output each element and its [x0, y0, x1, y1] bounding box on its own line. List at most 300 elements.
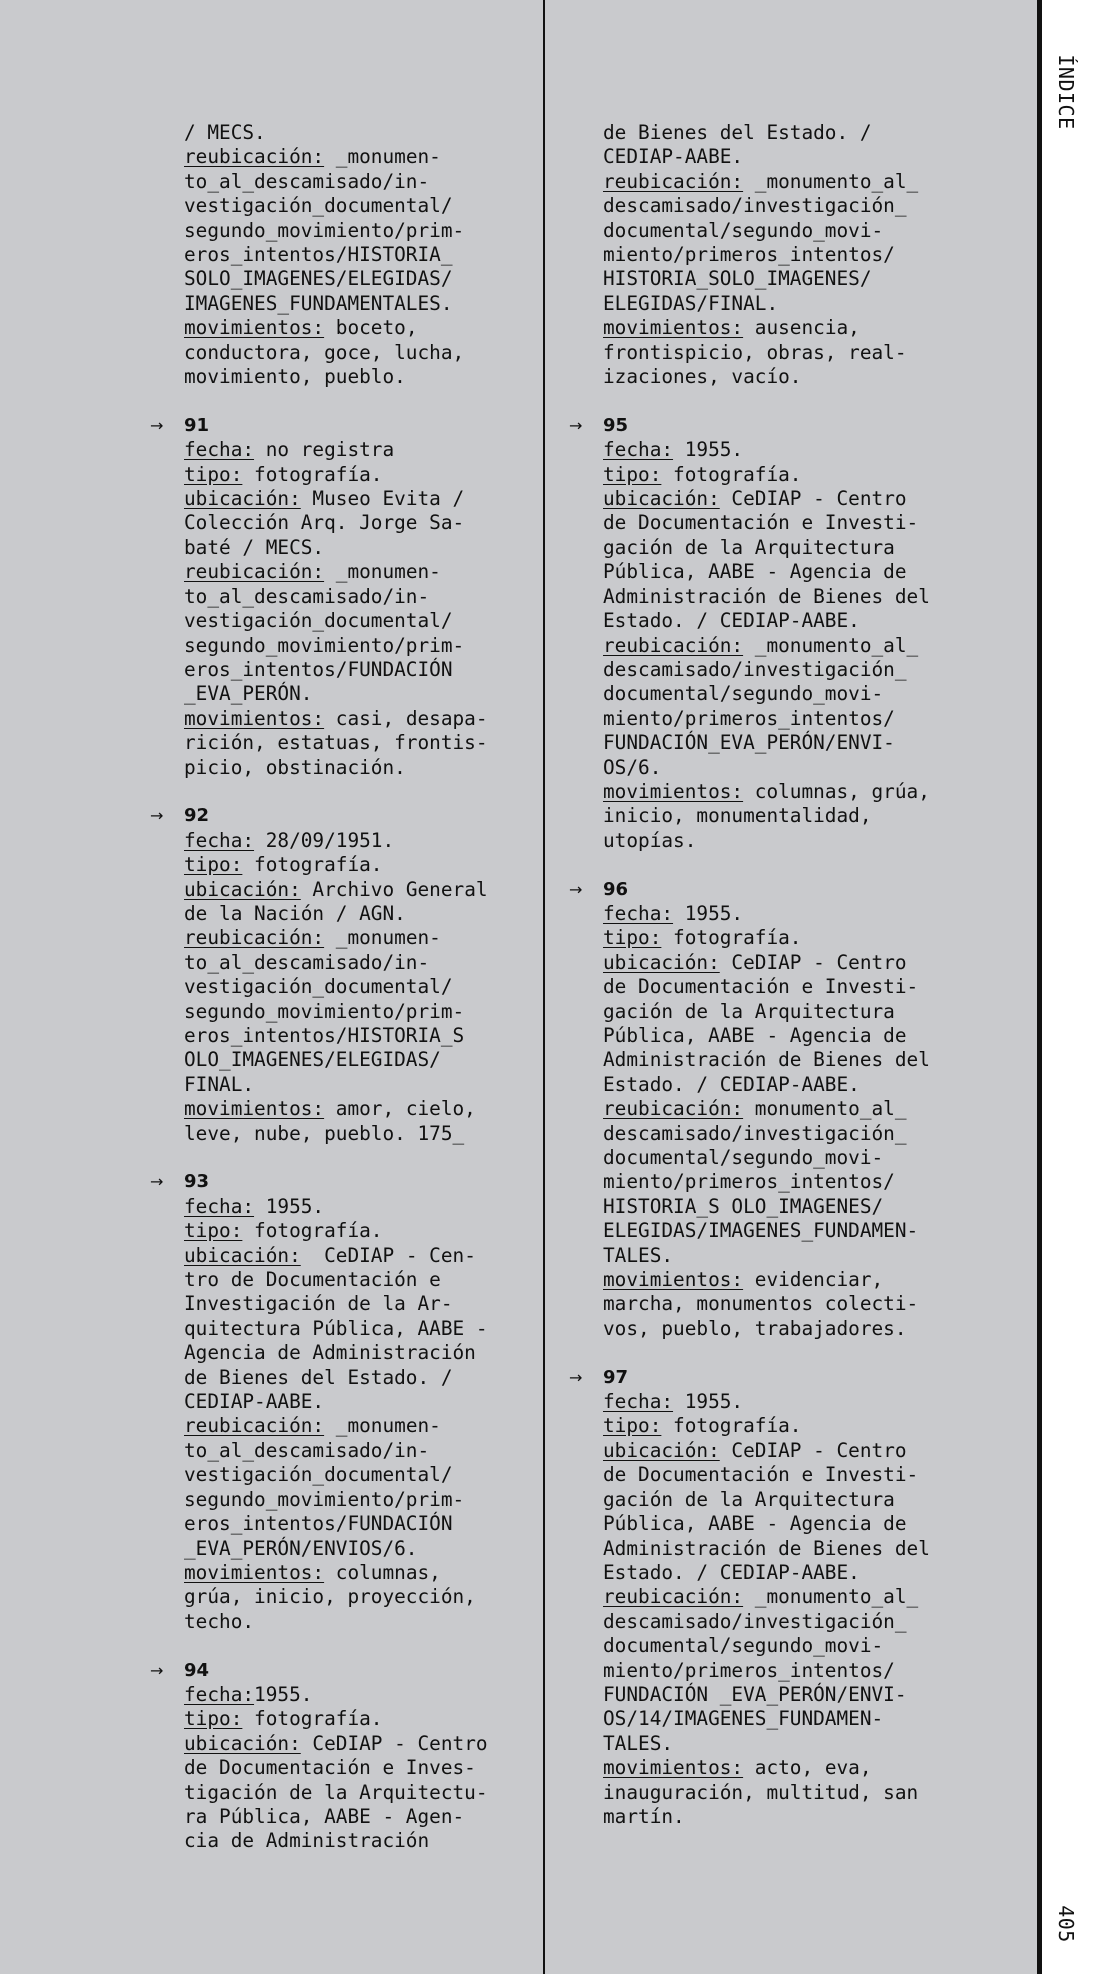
arrow-icon: →: [569, 1367, 583, 1387]
entry-line: [603, 780, 949, 804]
entry-line: [184, 365, 530, 389]
field-label: ubicación:: [603, 1438, 720, 1462]
field-label: reubicación:: [603, 633, 744, 657]
entry-line: [184, 1537, 530, 1561]
field-value: CeDIAP - Centro: [719, 1438, 907, 1462]
field-value: conductora, goce, lucha,: [184, 340, 465, 364]
field-value: izaciones, vacío.: [603, 365, 802, 389]
field-value: boceto,: [324, 316, 418, 340]
entry-line: [603, 951, 949, 975]
entry-line: [184, 1707, 530, 1731]
entry-line: [603, 267, 949, 291]
entry-line: [603, 145, 949, 169]
entry-line: [184, 975, 530, 999]
field-value: de Documentación e Investi-: [603, 975, 919, 999]
index-entry: [150, 804, 530, 1146]
field-value: descamisado/investigación_: [603, 194, 907, 218]
entry-line: [603, 1073, 949, 1097]
entry-line: [184, 853, 530, 877]
field-label: tipo:: [603, 926, 662, 950]
field-value: 1955.: [673, 901, 744, 925]
field-value: descamisado/investigación_: [603, 1121, 907, 1145]
entry-line: [603, 609, 949, 633]
field-value: to_al_descamisado/in-: [184, 584, 430, 608]
field-label: reubicación:: [184, 560, 325, 584]
entry-line: [603, 1439, 949, 1463]
entry-line: [603, 1512, 949, 1536]
entry-line: [184, 1366, 530, 1390]
field-value: eros_intentos/FUNDACIÓN: [184, 1512, 453, 1536]
field-value: Administración de Bienes del: [603, 1536, 930, 1560]
field-label: reubicación:: [603, 169, 744, 193]
entry-line: [184, 341, 530, 365]
field-value: columnas, grúa,: [743, 779, 930, 803]
field-value: FUNDACIÓN_EVA_PERÓN/ENVI-: [603, 731, 895, 755]
field-value: 1955.: [673, 438, 744, 462]
field-value: fotografía.: [661, 926, 802, 950]
entry-line: [184, 438, 530, 462]
entry-line: [603, 1732, 949, 1756]
entry-number: 95: [603, 414, 629, 436]
field-label: tipo:: [603, 1414, 662, 1438]
field-label: reubicación:: [603, 1097, 744, 1121]
field-value: _monumento_al_: [743, 633, 919, 657]
field-value: OS/6.: [603, 755, 662, 779]
field-value: 1955.: [254, 1682, 313, 1706]
field-value: frontispicio, obras, real-: [603, 340, 907, 364]
entry-line: [603, 1219, 949, 1243]
entry-line: [184, 511, 530, 535]
field-value: movimiento, pueblo.: [184, 365, 406, 389]
field-value: TALES.: [603, 1731, 674, 1755]
entry-line: [184, 267, 530, 291]
field-value: CeDIAP - Centro: [719, 487, 907, 511]
field-value: gación de la Arquitectura: [603, 999, 895, 1023]
index-entry: [150, 414, 530, 780]
entry-line: [603, 1122, 949, 1146]
entry-line: [603, 487, 949, 511]
field-value: Pública, AABE - Agencia de: [603, 1024, 907, 1047]
field-value: _monumen-: [324, 1414, 441, 1438]
field-label: tipo:: [184, 1219, 243, 1243]
field-label: movimientos:: [184, 1560, 325, 1584]
field-value: techo.: [184, 1609, 255, 1633]
field-value: HISTORIA_S OLO_IMAGENES/: [603, 1194, 884, 1218]
field-label: reubicación:: [184, 145, 325, 169]
entry-line: [603, 1707, 949, 1731]
entry-line: [184, 487, 530, 511]
entry-line: [603, 194, 949, 218]
entry-line: [184, 219, 530, 243]
entry-line: [184, 1268, 530, 1292]
entry-line: [603, 560, 949, 584]
field-value: amor, cielo,: [324, 1097, 476, 1121]
field-label: movimientos:: [184, 316, 325, 340]
field-value: baté / MECS.: [184, 535, 325, 559]
field-value: documental/segundo_movi-: [603, 1634, 884, 1658]
field-value: _monumento_al_: [743, 169, 919, 193]
field-value: documental/segundo_movi-: [603, 1146, 884, 1170]
entry-line: [184, 585, 530, 609]
field-label: ubicación:: [603, 487, 720, 511]
field-value: vestigación_documental/: [184, 1463, 453, 1487]
entry-line: [184, 1488, 530, 1512]
field-value: no registra: [254, 438, 395, 462]
field-value: de Bienes del Estado. /: [184, 1365, 453, 1389]
field-value: to_al_descamisado/in-: [184, 1438, 430, 1462]
entry-line: [603, 1000, 949, 1024]
field-value: inicio, monumentalidad,: [603, 804, 872, 828]
index-entry-continuation: [150, 121, 530, 389]
field-value: CeDIAP - Centro: [300, 1731, 488, 1755]
field-label: tipo:: [184, 462, 243, 486]
field-value: CEDIAP-AABE.: [603, 145, 744, 169]
entry-line: [184, 463, 530, 487]
entry-line: [603, 316, 949, 340]
entry-line: [603, 902, 949, 926]
field-value: 1955.: [673, 1390, 744, 1414]
field-value: ausencia,: [743, 316, 860, 340]
field-label: fecha:: [184, 438, 255, 462]
entry-line: [603, 1537, 949, 1561]
entry-line: [603, 1659, 949, 1683]
field-value: miento/primeros_intentos/: [603, 1170, 895, 1194]
entry-line: [184, 1244, 530, 1268]
entry-number: 91: [184, 414, 210, 436]
entry-line: [603, 121, 949, 145]
field-value: to_al_descamisado/in-: [184, 169, 430, 193]
field-value: TALES.: [603, 1243, 674, 1267]
entry-line: [603, 243, 949, 267]
field-value: documental/segundo_movi-: [603, 682, 884, 706]
index-entry-continuation: [569, 121, 949, 389]
entry-line: [184, 1341, 530, 1365]
entry-line: [184, 902, 530, 926]
entry-line: [603, 341, 949, 365]
field-value: vestigación_documental/: [184, 194, 453, 218]
field-value: grúa, inicio, proyección,: [184, 1585, 476, 1609]
field-value: / MECS.: [184, 121, 266, 144]
entry-line: [603, 463, 949, 487]
field-label: fecha:: [184, 1194, 255, 1218]
field-value: 28/09/1951.: [254, 828, 395, 852]
entry-line: [184, 1122, 530, 1146]
entry-line: [603, 1585, 949, 1609]
field-value: Estado. / CEDIAP-AABE.: [603, 1560, 860, 1584]
entry-line: [184, 1683, 530, 1707]
field-value: _monumento_al_: [743, 1585, 919, 1609]
entry-line: [603, 682, 949, 706]
entry-line: [184, 292, 530, 316]
field-value: FINAL.: [184, 1072, 255, 1096]
entry-line: [603, 975, 949, 999]
arrow-icon: →: [150, 806, 164, 826]
field-label: reubicación:: [603, 1585, 744, 1609]
field-value: utopías.: [603, 828, 697, 852]
field-value: Archivo General: [300, 877, 488, 901]
entry-line: [184, 145, 530, 169]
entry-line: [184, 316, 530, 340]
entry-line: [184, 926, 530, 950]
arrow-icon: →: [150, 1172, 164, 1192]
arrow-icon: →: [569, 415, 583, 435]
field-value: SOLO_IMAGENES/ELEGIDAS/: [184, 267, 453, 291]
entry-line: [184, 707, 530, 731]
field-value: Museo Evita /: [300, 487, 465, 511]
entry-line: [184, 731, 530, 755]
entry-line: [603, 658, 949, 682]
field-label: movimientos:: [603, 316, 744, 340]
field-value: miento/primeros_intentos/: [603, 1658, 895, 1682]
field-value: picio, obstinación.: [184, 755, 406, 779]
entry-line: [603, 634, 949, 658]
entry-line: [184, 1317, 530, 1341]
field-value: fotografía.: [242, 853, 383, 877]
entry-line: [603, 1244, 949, 1268]
entry-line: [184, 194, 530, 218]
entry-line: [184, 1390, 530, 1414]
field-value: de Documentación e Investi-: [603, 1463, 919, 1487]
field-value: eros_intentos/HISTORIA_: [184, 243, 453, 267]
entry-line: [603, 1683, 949, 1707]
entry-line: [603, 1414, 949, 1438]
field-value: vos, pueblo, trabajadores.: [603, 1316, 907, 1340]
field-value: Colección Arq. Jorge Sa-: [184, 511, 465, 535]
field-value: ELEGIDAS/IMAGENES_FUNDAMEN-: [603, 1219, 919, 1243]
entry-number: 96: [603, 878, 629, 900]
entry-line: [184, 1000, 530, 1024]
field-value: descamisado/investigación_: [603, 1609, 907, 1633]
field-value: Pública, AABE - Agencia de: [603, 560, 907, 584]
field-label: ubicación:: [184, 877, 301, 901]
entry-line: [184, 1292, 530, 1316]
field-value: CeDIAP - Cen-: [300, 1243, 476, 1267]
field-label: reubicación:: [184, 926, 325, 950]
field-value: de Documentación e Inves-: [184, 1756, 476, 1780]
entry-line: [184, 756, 530, 780]
field-label: tipo:: [603, 462, 662, 486]
field-value: _EVA_PERÓN/ENVIOS/6.: [184, 1536, 418, 1560]
field-label: movimientos:: [603, 1756, 744, 1780]
field-value: _monumen-: [324, 145, 441, 169]
entry-line: [184, 1829, 530, 1853]
entry-line: [184, 1561, 530, 1585]
page-edge-rule: [1037, 0, 1042, 1974]
arrow-icon: →: [150, 1660, 164, 1680]
entry-line: [184, 1781, 530, 1805]
field-value: eros_intentos/HISTORIA_S: [184, 1024, 465, 1047]
field-label: ubicación:: [184, 1243, 301, 1267]
field-label: fecha:: [603, 1390, 674, 1414]
field-value: _EVA_PERÓN.: [184, 682, 313, 706]
field-label: movimientos:: [184, 1097, 325, 1121]
entry-line: [603, 365, 949, 389]
field-value: Agencia de Administración: [184, 1341, 476, 1365]
entry-line: [603, 511, 949, 535]
entry-line: [603, 1048, 949, 1072]
entry-line: [603, 1146, 949, 1170]
field-value: fotografía.: [661, 462, 802, 486]
index-entry: [150, 1170, 530, 1634]
field-value: casi, desapa-: [324, 706, 488, 730]
field-label: ubicación:: [603, 950, 720, 974]
entry-line: [184, 634, 530, 658]
field-value: gación de la Arquitectura: [603, 535, 895, 559]
entry-line: [184, 829, 530, 853]
entry-line: [603, 1292, 949, 1316]
field-value: OS/14/IMAGENES_FUNDAMEN-: [603, 1707, 884, 1731]
entry-line: [184, 1195, 530, 1219]
field-value: _monumen-: [324, 926, 441, 950]
entry-line: [603, 756, 949, 780]
entry-line: [184, 1463, 530, 1487]
field-value: leve, nube, pueblo. 175_: [184, 1121, 465, 1145]
field-value: marcha, monumentos colecti-: [603, 1292, 919, 1316]
field-value: eros_intentos/FUNDACIÓN: [184, 657, 453, 681]
field-value: tigación de la Arquitectu-: [184, 1780, 488, 1804]
entry-line: [603, 829, 949, 853]
entry-number: 94: [184, 1659, 210, 1681]
field-value: Estado. / CEDIAP-AABE.: [603, 609, 860, 633]
entry-line: [603, 1170, 949, 1194]
field-label: fecha:: [184, 828, 255, 852]
entry-line: [603, 292, 949, 316]
entry-number: 93: [184, 1171, 210, 1193]
entry-line: [603, 804, 949, 828]
field-value: documental/segundo_movi-: [603, 218, 884, 242]
entry-line: [603, 1488, 949, 1512]
field-label: reubicación:: [184, 1414, 325, 1438]
index-entry: [569, 414, 949, 853]
section-label: ÍNDICE: [1054, 54, 1078, 130]
field-label: tipo:: [184, 1707, 243, 1731]
field-value: segundo_movimiento/prim-: [184, 218, 465, 242]
field-value: fotografía.: [242, 1707, 383, 1731]
field-value: gación de la Arquitectura: [603, 1487, 895, 1511]
entry-line: [184, 658, 530, 682]
field-value: Estado. / CEDIAP-AABE.: [603, 1072, 860, 1096]
page-number: 405: [1054, 1905, 1078, 1943]
entry-line: [603, 1097, 949, 1121]
entry-line: [184, 1024, 530, 1048]
field-value: acto, eva,: [743, 1756, 872, 1780]
field-label: ubicación:: [184, 1731, 301, 1755]
arrow-icon: →: [150, 415, 164, 435]
entry-line: [184, 1097, 530, 1121]
entry-line: [603, 1268, 949, 1292]
field-value: martín.: [603, 1804, 685, 1828]
entry-number: 97: [603, 1366, 629, 1388]
field-label: movimientos:: [603, 1268, 744, 1292]
field-value: quitectura Pública, AABE -: [184, 1316, 488, 1340]
entry-line: [184, 1414, 530, 1438]
field-value: cia de Administración: [184, 1829, 430, 1853]
field-value: fotografía.: [661, 1414, 802, 1438]
field-value: OLO_IMAGENES/ELEGIDAS/: [184, 1048, 441, 1072]
entry-line: [184, 170, 530, 194]
entry-line: [184, 1219, 530, 1243]
field-value: fotografía.: [242, 1219, 383, 1243]
entry-line: [184, 536, 530, 560]
field-value: segundo_movimiento/prim-: [184, 1487, 465, 1511]
entry-line: [184, 682, 530, 706]
entry-line: [184, 243, 530, 267]
field-value: tro de Documentación e: [184, 1268, 441, 1292]
entry-line: [184, 1805, 530, 1829]
entry-line: [184, 1439, 530, 1463]
entry-line: [603, 1634, 949, 1658]
field-value: inauguración, multitud, san: [603, 1780, 919, 1804]
entry-line: [184, 1610, 530, 1634]
field-label: tipo:: [184, 853, 243, 877]
entry-line: [603, 1805, 949, 1829]
field-value: rición, estatuas, frontis-: [184, 731, 488, 755]
entry-line: [603, 1390, 949, 1414]
entry-line: [603, 926, 949, 950]
entry-line: [603, 438, 949, 462]
field-value: ELEGIDAS/FINAL.: [603, 291, 779, 315]
field-label: fecha:: [184, 1682, 255, 1706]
field-value: monumento_al_: [743, 1097, 907, 1121]
field-value: de Bienes del Estado. /: [603, 121, 872, 144]
entry-line: [184, 560, 530, 584]
field-value: segundo_movimiento/prim-: [184, 633, 465, 657]
field-label: movimientos:: [603, 779, 744, 803]
entry-line: [184, 1073, 530, 1097]
entry-line: [184, 878, 530, 902]
entry-line: [603, 1317, 949, 1341]
field-value: descamisado/investigación_: [603, 657, 907, 681]
field-label: movimientos:: [184, 706, 325, 730]
field-value: columnas,: [324, 1560, 441, 1584]
field-value: de la Nación / AGN.: [184, 901, 406, 925]
entry-number: 92: [184, 805, 210, 827]
index-entry: [569, 878, 949, 1342]
entry-line: [603, 219, 949, 243]
field-value: HISTORIA_SOLO_IMAGENES/: [603, 267, 872, 291]
right-column: [569, 121, 949, 1854]
field-value: Administración de Bienes del: [603, 584, 930, 608]
entry-line: [603, 707, 949, 731]
entry-line: [603, 1463, 949, 1487]
field-value: fotografía.: [242, 462, 383, 486]
column-divider: [543, 0, 545, 1974]
entry-line: [603, 170, 949, 194]
index-entry: [150, 1659, 530, 1854]
field-value: Administración de Bienes del: [603, 1048, 930, 1072]
field-value: _monumen-: [324, 560, 441, 584]
entry-line: [184, 1048, 530, 1072]
field-value: vestigación_documental/: [184, 975, 453, 999]
field-value: miento/primeros_intentos/: [603, 706, 895, 730]
arrow-icon: →: [569, 879, 583, 899]
entry-line: [184, 121, 530, 145]
entry-line: [184, 1512, 530, 1536]
entry-line: [603, 1024, 949, 1048]
entry-line: [184, 951, 530, 975]
field-label: ubicación:: [184, 487, 301, 511]
entry-line: [603, 731, 949, 755]
field-label: fecha:: [603, 438, 674, 462]
field-value: Investigación de la Ar-: [184, 1292, 453, 1316]
entry-line: [603, 585, 949, 609]
field-label: fecha:: [603, 901, 674, 925]
entry-line: [184, 609, 530, 633]
entry-line: [184, 1756, 530, 1780]
field-value: 1955.: [254, 1194, 325, 1218]
field-value: Pública, AABE - Agencia de: [603, 1512, 907, 1536]
entry-line: [603, 1561, 949, 1585]
